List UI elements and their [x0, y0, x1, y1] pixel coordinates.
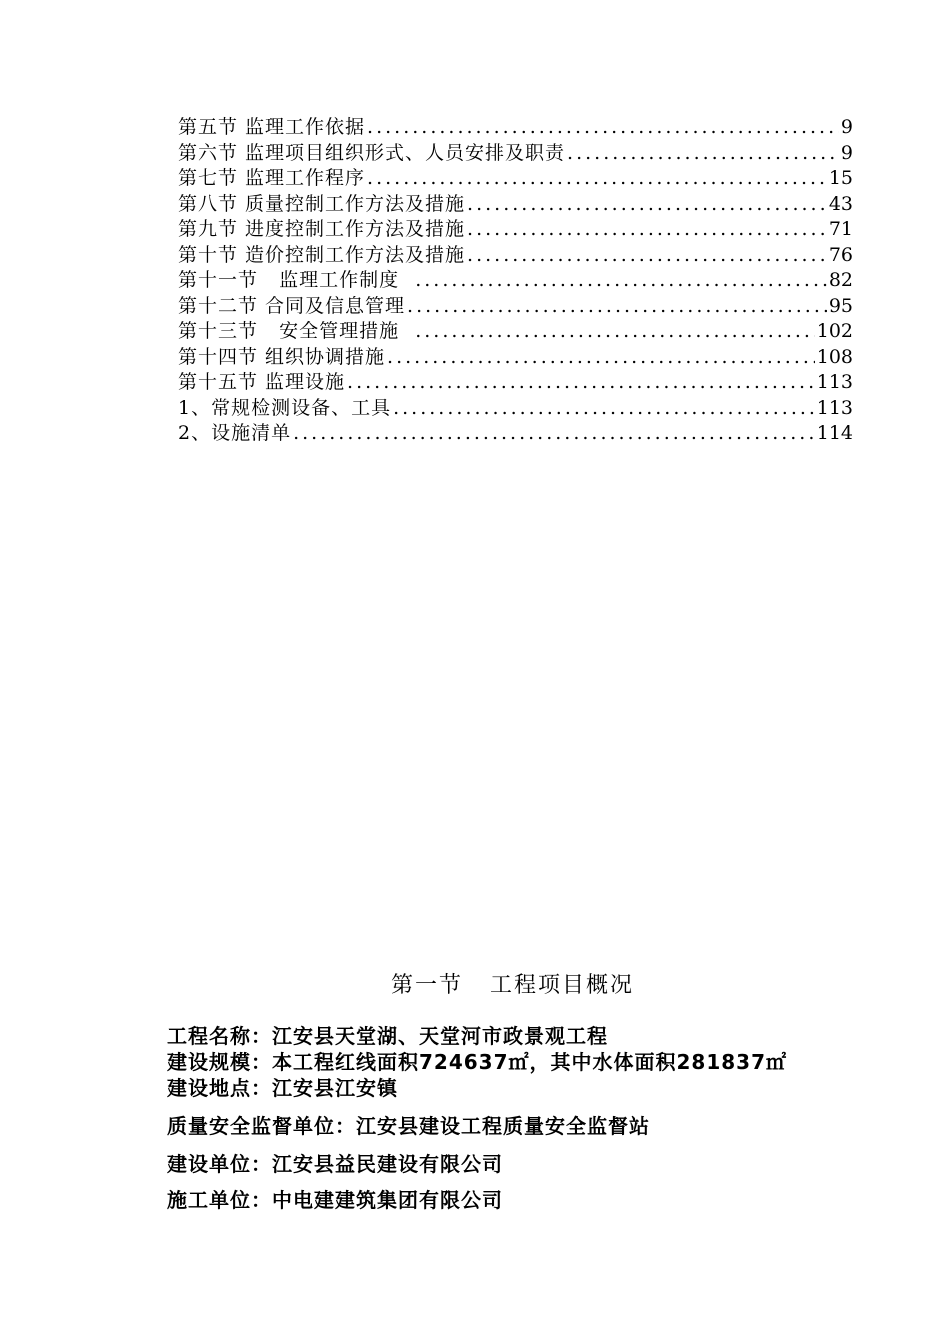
owner-unit-line: 建设单位：江安县益民建设有限公司 [167, 1152, 503, 1176]
toc-dot-leader [367, 166, 827, 192]
toc-entry[interactable] [178, 421, 853, 447]
toc-dot-leader [367, 115, 839, 141]
toc-entry-page: 102 [816, 320, 853, 342]
toc-dot-leader [467, 217, 827, 243]
toc-entry-label: 2、设施清单 [178, 422, 292, 444]
construction-location-line: 建设地点：江安县江安镇 [167, 1076, 398, 1100]
toc-entry-label: 第八节 质量控制工作方法及措施 [178, 192, 466, 215]
toc-entry-label: 第五节 监理工作依据 [178, 116, 366, 138]
toc-dot-leader [415, 268, 827, 294]
toc-entry-page: 76 [828, 243, 853, 266]
toc-entry-label: 第七节 监理工作程序 [178, 167, 366, 189]
toc-entry[interactable] [178, 192, 853, 218]
toc-entry-label: 第十一节 监理工作制度 [178, 269, 414, 291]
section-heading: 第一节 工程项目概况 [391, 973, 634, 998]
toc-entry-label: 第十四节 组织协调措施 [178, 345, 386, 368]
toc-dot-leader [387, 345, 815, 371]
construction-scale-line: 建设规模：本工程红线面积724637㎡，其中水体面积281837㎡ [167, 1050, 787, 1074]
toc-entry[interactable] [178, 319, 853, 345]
toc-entry[interactable] [178, 396, 853, 422]
toc-dot-leader [467, 243, 827, 269]
toc-entry-page: 15 [828, 167, 853, 189]
toc-entry-page: 9 [840, 141, 853, 164]
toc-dot-leader [393, 396, 815, 422]
toc-entry-label: 第十节 造价控制工作方法及措施 [178, 243, 466, 266]
toc-entry[interactable] [178, 345, 853, 371]
toc-entry[interactable] [178, 243, 853, 269]
toc-entry[interactable] [178, 166, 853, 192]
toc-entry[interactable] [178, 268, 853, 294]
toc-entry-page: 113 [816, 371, 853, 393]
contractor-unit-line: 施工单位：中电建建筑集团有限公司 [167, 1188, 503, 1212]
toc-entry-page: 114 [816, 422, 853, 444]
toc-dot-leader [293, 421, 815, 447]
toc-entry-label: 第十五节 监理设施 [178, 371, 346, 393]
toc-entry-page: 108 [816, 345, 853, 368]
toc-entry-label: 1、常规检测设备、工具 [178, 396, 392, 419]
toc-entry-page: 43 [828, 192, 853, 215]
toc-dot-leader [407, 294, 827, 320]
toc-entry-page: 9 [840, 116, 853, 138]
toc-entry-page: 95 [828, 294, 853, 317]
toc-entry-label: 第十三节 安全管理措施 [178, 320, 414, 342]
toc-dot-leader [415, 319, 815, 345]
toc-entry-label: 第十二节 合同及信息管理 [178, 294, 406, 317]
toc-entry[interactable] [178, 217, 853, 243]
toc-entry-page: 113 [816, 396, 853, 419]
quality-safety-supervision-unit-line: 质量安全监督单位：江安县建设工程质量安全监督站 [167, 1114, 650, 1138]
toc-entry[interactable] [178, 115, 853, 141]
toc-entry[interactable] [178, 370, 853, 396]
project-name-line: 工程名称：江安县天堂湖、天堂河市政景观工程 [167, 1024, 608, 1048]
toc-dot-leader [347, 370, 815, 396]
toc-dot-leader [567, 141, 839, 167]
toc-dot-leader [467, 192, 827, 218]
toc-entry-label: 第六节 监理项目组织形式、人员安排及职责 [178, 141, 566, 164]
toc-entry-label: 第九节 进度控制工作方法及措施 [178, 218, 466, 240]
toc-entry[interactable] [178, 141, 853, 167]
toc-entry-page: 71 [828, 218, 853, 240]
toc-entry[interactable] [178, 294, 853, 320]
toc-entry-page: 82 [828, 269, 853, 291]
table-of-contents [178, 115, 853, 447]
